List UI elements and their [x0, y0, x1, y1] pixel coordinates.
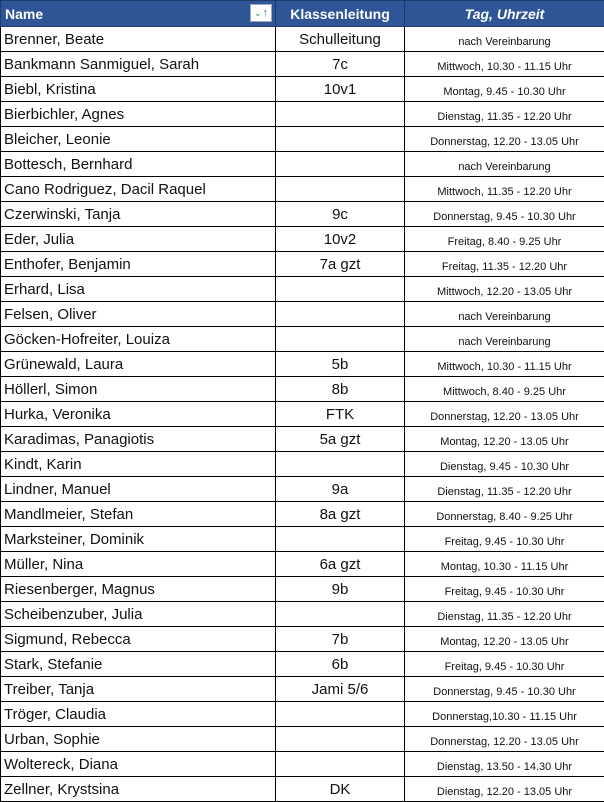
time-cell[interactable]: Mittwoch, 12.20 - 13.05 Uhr [405, 277, 604, 302]
name-cell[interactable]: Stark, Stefanie [1, 652, 276, 677]
table-row [1, 352, 604, 377]
name-cell[interactable]: Brenner, Beate [1, 27, 276, 52]
name-cell[interactable]: Cano Rodriguez, Dacil Raquel [1, 177, 276, 202]
table-row [1, 227, 604, 252]
time-cell[interactable]: Freitag, 9.45 - 10.30 Uhr [405, 577, 604, 602]
name-cell[interactable]: Erhard, Lisa [1, 277, 276, 302]
table-row [1, 627, 604, 652]
table-row [1, 402, 604, 427]
time-cell[interactable]: Dienstag, 12.20 - 13.05 Uhr [405, 777, 604, 802]
name-cell[interactable]: Höllerl, Simon [1, 377, 276, 402]
klassenleitung-cell[interactable] [276, 702, 405, 727]
klassenleitung-cell[interactable]: 8a gzt [276, 502, 405, 527]
time-cell[interactable]: Mittwoch, 10.30 - 11.15 Uhr [405, 52, 604, 77]
name-cell[interactable]: Scheibenzuber, Julia [1, 602, 276, 627]
name-cell[interactable]: Enthofer, Benjamin [1, 252, 276, 277]
klassenleitung-cell[interactable] [276, 127, 405, 152]
column-header-name-label: Name [5, 6, 43, 22]
name-cell[interactable]: Czerwinski, Tanja [1, 202, 276, 227]
name-cell[interactable]: Mandlmeier, Stefan [1, 502, 276, 527]
name-cell[interactable]: Marksteiner, Dominik [1, 527, 276, 552]
table-row [1, 652, 604, 677]
klassenleitung-cell[interactable]: 7b [276, 627, 405, 652]
name-cell[interactable]: Bleicher, Leonie [1, 127, 276, 152]
name-cell[interactable]: Hurka, Veronika [1, 402, 276, 427]
klassenleitung-cell[interactable]: 7a gzt [276, 252, 405, 277]
table-row [1, 677, 604, 702]
time-cell[interactable]: Dienstag, 9.45 - 10.30 Uhr [405, 452, 604, 477]
time-cell[interactable]: Dienstag, 11.35 - 12.20 Uhr [405, 602, 604, 627]
table-row [1, 702, 604, 727]
table-row [1, 277, 604, 302]
klassenleitung-cell[interactable] [276, 177, 405, 202]
time-cell[interactable]: Freitag, 9.45 - 10.30 Uhr [405, 527, 604, 552]
time-cell[interactable]: Dienstag, 11.35 - 12.20 Uhr [405, 102, 604, 127]
name-cell[interactable]: Lindner, Manuel [1, 477, 276, 502]
time-cell[interactable]: Donnerstag, 9.45 - 10.30 Uhr [405, 677, 604, 702]
name-cell[interactable]: Woltereck, Diana [1, 752, 276, 777]
table-row [1, 102, 604, 127]
time-cell[interactable]: Donnerstag, 8.40 - 9.25 Uhr [405, 502, 604, 527]
table-row [1, 752, 604, 777]
name-cell[interactable]: Bankmann Sanmiguel, Sarah [1, 52, 276, 77]
klassenleitung-cell[interactable] [276, 752, 405, 777]
table-row [1, 127, 604, 152]
time-cell[interactable]: Mittwoch, 8.40 - 9.25 Uhr [405, 377, 604, 402]
table-row [1, 477, 604, 502]
time-cell[interactable]: Montag, 10.30 - 11.15 Uhr [405, 552, 604, 577]
table-row [1, 552, 604, 577]
column-header-name[interactable] [1, 1, 276, 27]
klassenleitung-cell[interactable] [276, 152, 405, 177]
name-cell[interactable]: Zellner, Krystsina [1, 777, 276, 802]
time-cell[interactable]: nach Vereinbarung [405, 327, 604, 352]
time-cell[interactable]: Donnerstag, 9.45 - 10.30 Uhr [405, 202, 604, 227]
table-row [1, 602, 604, 627]
klassenleitung-cell[interactable]: FTK [276, 402, 405, 427]
klassenleitung-cell[interactable]: 9c [276, 202, 405, 227]
filter-sort-icon[interactable]: ⌄ ↑ [250, 4, 272, 22]
time-cell[interactable]: Montag, 12.20 - 13.05 Uhr [405, 627, 604, 652]
name-cell[interactable]: Eder, Julia [1, 227, 276, 252]
time-cell[interactable]: nach Vereinbarung [405, 27, 604, 52]
name-cell[interactable]: Kindt, Karin [1, 452, 276, 477]
table-row [1, 427, 604, 452]
name-cell[interactable]: Biebl, Kristina [1, 77, 276, 102]
time-cell[interactable]: Freitag, 8.40 - 9.25 Uhr [405, 227, 604, 252]
table-row [1, 327, 604, 352]
klassenleitung-cell[interactable]: 10v1 [276, 77, 405, 102]
klassenleitung-cell[interactable]: 10v2 [276, 227, 405, 252]
klassenleitung-cell[interactable]: DK [276, 777, 405, 802]
klassenleitung-cell[interactable]: Jami 5/6 [276, 677, 405, 702]
klassenleitung-cell[interactable]: Schulleitung [276, 27, 405, 52]
name-cell[interactable]: Bierbichler, Agnes [1, 102, 276, 127]
name-cell[interactable]: Treiber, Tanja [1, 677, 276, 702]
table-row [1, 177, 604, 202]
header-row [1, 1, 604, 27]
table-row [1, 527, 604, 552]
klassenleitung-cell[interactable] [276, 277, 405, 302]
table-row [1, 52, 604, 77]
table-body [1, 27, 604, 802]
time-cell[interactable]: Donnerstag, 12.20 - 13.05 Uhr [405, 727, 604, 752]
klassenleitung-cell[interactable]: 9a [276, 477, 405, 502]
name-cell[interactable]: Sigmund, Rebecca [1, 627, 276, 652]
time-cell[interactable]: Freitag, 9.45 - 10.30 Uhr [405, 652, 604, 677]
name-cell[interactable]: Felsen, Oliver [1, 302, 276, 327]
time-cell[interactable]: Mittwoch, 11.35 - 12.20 Uhr [405, 177, 604, 202]
time-cell[interactable]: Dienstag, 11.35 - 12.20 Uhr [405, 477, 604, 502]
time-cell[interactable]: Montag, 12.20 - 13.05 Uhr [405, 427, 604, 452]
column-header-tag-uhrzeit[interactable]: Tag, Uhrzeit [405, 1, 604, 27]
name-cell[interactable]: Bottesch, Bernhard [1, 152, 276, 177]
time-cell[interactable]: Donnerstag, 12.20 - 13.05 Uhr [405, 402, 604, 427]
time-cell[interactable]: Mittwoch, 10.30 - 11.15 Uhr [405, 352, 604, 377]
table-row [1, 452, 604, 477]
table-row [1, 502, 604, 527]
klassenleitung-cell[interactable] [276, 452, 405, 477]
name-cell[interactable]: Riesenberger, Magnus [1, 577, 276, 602]
name-cell[interactable]: Tröger, Claudia [1, 702, 276, 727]
table-row [1, 727, 604, 752]
name-cell[interactable]: Urban, Sophie [1, 727, 276, 752]
klassenleitung-cell[interactable] [276, 727, 405, 752]
time-cell[interactable]: nach Vereinbarung [405, 302, 604, 327]
name-cell[interactable]: Müller, Nina [1, 552, 276, 577]
time-cell[interactable]: Montag, 9.45 - 10.30 Uhr [405, 77, 604, 102]
time-cell[interactable]: Dienstag, 13.50 - 14.30 Uhr [405, 752, 604, 777]
klassenleitung-cell[interactable]: 6b [276, 652, 405, 677]
klassenleitung-cell[interactable] [276, 327, 405, 352]
time-cell[interactable]: Donnerstag, 12.20 - 13.05 Uhr [405, 127, 604, 152]
klassenleitung-cell[interactable]: 8b [276, 377, 405, 402]
klassenleitung-cell[interactable] [276, 602, 405, 627]
name-cell[interactable]: Grünewald, Laura [1, 352, 276, 377]
klassenleitung-cell[interactable]: 5b [276, 352, 405, 377]
table-row [1, 302, 604, 327]
klassenleitung-cell[interactable] [276, 302, 405, 327]
table-row [1, 202, 604, 227]
table-row [1, 777, 604, 802]
table-row [1, 152, 604, 177]
klassenleitung-cell[interactable]: 6a gzt [276, 552, 405, 577]
table-row [1, 577, 604, 602]
time-cell[interactable]: Freitag, 11.35 - 12.20 Uhr [405, 252, 604, 277]
klassenleitung-cell[interactable] [276, 527, 405, 552]
klassenleitung-cell[interactable]: 5a gzt [276, 427, 405, 452]
name-cell[interactable]: Karadimas, Panagiotis [1, 427, 276, 452]
time-cell[interactable]: nach Vereinbarung [405, 152, 604, 177]
time-cell[interactable]: Donnerstag,10.30 - 11.15 Uhr [405, 702, 604, 727]
klassenleitung-cell[interactable] [276, 102, 405, 127]
klassenleitung-cell[interactable]: 7c [276, 52, 405, 77]
klassenleitung-cell[interactable]: 9b [276, 577, 405, 602]
name-cell[interactable]: Göcken-Hofreiter, Louiza [1, 327, 276, 352]
table-row [1, 252, 604, 277]
column-header-klassenleitung[interactable]: Klassenleitung [276, 1, 405, 27]
table-row [1, 77, 604, 102]
table-row [1, 377, 604, 402]
table-row [1, 27, 604, 52]
